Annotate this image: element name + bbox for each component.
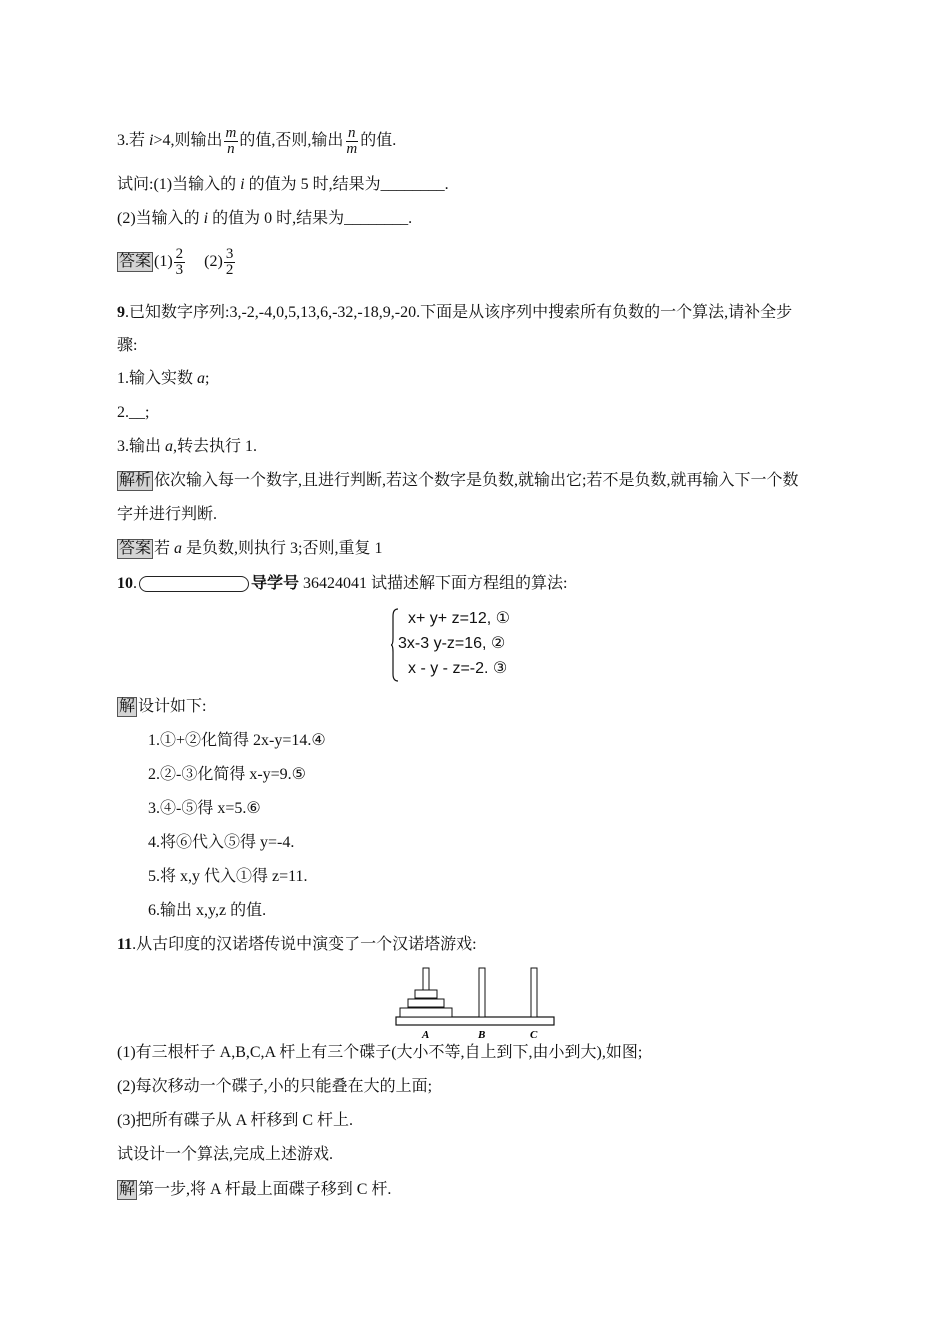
q9-analysis-line-1: 解析 依次输入每一个数字,且进行判断,若这个数字是负数,就输出它;若不是负数,就再输入下一个数 (119, 472, 799, 489)
q9-step-2: 2.__; (117, 404, 150, 421)
q9-stem-line-1: 9.已知数字序列:3,-2,-4,0,5,13,6,-32,-18,9,-20.下面是从该序列中搜索所有负数的一个算法,请补全步 (117, 304, 793, 321)
analysis-tag: 解析 (119, 472, 152, 489)
q9-answer: 答案 若 a 是负数,则执行 3;否则,重复 1 (119, 540, 383, 557)
q10-step-3: 3.④-⑤得 x=5.⑥ (148, 800, 261, 817)
fraction-n-over-m: $\frac{n}{m}$ (346, 125, 358, 157)
equation-2: 3x-3 y-z=16, ② (398, 635, 506, 652)
rod-label-c: C (530, 1029, 538, 1041)
q8-answer: 答案 (1) $\frac{2}{3}$ (2) $\frac{3}{2}$ (119, 246, 234, 278)
q8-ask-1: 试问:(1)当输入的 i 的值为 5 时,结果为________. (117, 176, 449, 193)
guide-pill-icon (139, 576, 249, 592)
equation-1: x+ y+ z=12, ① (408, 610, 510, 627)
q9-number: 9 (117, 304, 125, 321)
solution-tag: 解 (119, 698, 136, 715)
q10-stem: 10. 导学号 36424041 试描述解下面方程组的算法: (117, 575, 568, 592)
solution-tag: 解 (119, 1181, 136, 1198)
q10-step-6: 6.输出 x,y,z 的值. (148, 902, 267, 919)
equation-system (390, 608, 570, 682)
equation-3: x - y - z=-2. ③ (408, 660, 508, 677)
q9-analysis-line-2: 字并进行判断. (117, 506, 218, 523)
answer-tag: 答案 (119, 253, 152, 271)
q11-task: 试设计一个算法,完成上述游戏. (117, 1146, 334, 1163)
q10-step-2: 2.②-③化简得 x-y=9.⑤ (148, 766, 307, 783)
q11-condition-3: (3)把所有碟子从 A 杆移到 C 杆上. (117, 1112, 354, 1129)
q11-condition-2: (2)每次移动一个碟子,小的只能叠在大的上面; (117, 1078, 433, 1095)
q10-step-1: 1.①+②化简得 2x-y=14.④ (148, 732, 326, 749)
q10-step-4: 4.将⑥代入⑤得 y=-4. (148, 834, 295, 851)
answer-tag: 答案 (119, 540, 152, 557)
q11-number: 11 (117, 936, 133, 953)
q11-condition-1: (1)有三根杆子 A,B,C,A 杆上有三个碟子(大小不等,自上到下,由小到大),如图; (117, 1044, 643, 1061)
q11-stem: 11.从古印度的汉诺塔传说中演变了一个汉诺塔游戏: (117, 936, 477, 953)
rod-label-b: B (478, 1029, 486, 1041)
fraction-m-over-n: $\frac{m}{n}$ (225, 125, 237, 157)
q10-solution-intro: 解 设计如下: (119, 698, 207, 715)
q10-step-5: 5.将 x,y 代入①得 z=11. (148, 868, 308, 885)
q8-ask-2: (2)当输入的 i 的值为 0 时,结果为________. (117, 210, 413, 227)
answer-fraction-2: $\frac{3}{2}$ (225, 246, 234, 278)
q10-number: 10 (117, 575, 133, 592)
q11-solution-step-1: 解 第一步,将 A 杆最上面碟子移到 C 杆. (119, 1181, 392, 1198)
q9-step-1: 1.输入实数 a; (117, 370, 210, 387)
answer-fraction-1: $\frac{2}{3}$ (175, 246, 184, 278)
q9-stem-line-2: 骤: (117, 337, 138, 354)
q9-step-3: 3.输出 a,转去执行 1. (117, 438, 258, 455)
hanoi-tower-figure (394, 964, 558, 1044)
rod-label-a: A (422, 1029, 430, 1041)
q8-condition-line: 3.若 i>4,则输出 $\frac{m}{n}$ 的值,否则,输出 $\frac{n}{m}$ 的值. (117, 125, 397, 157)
